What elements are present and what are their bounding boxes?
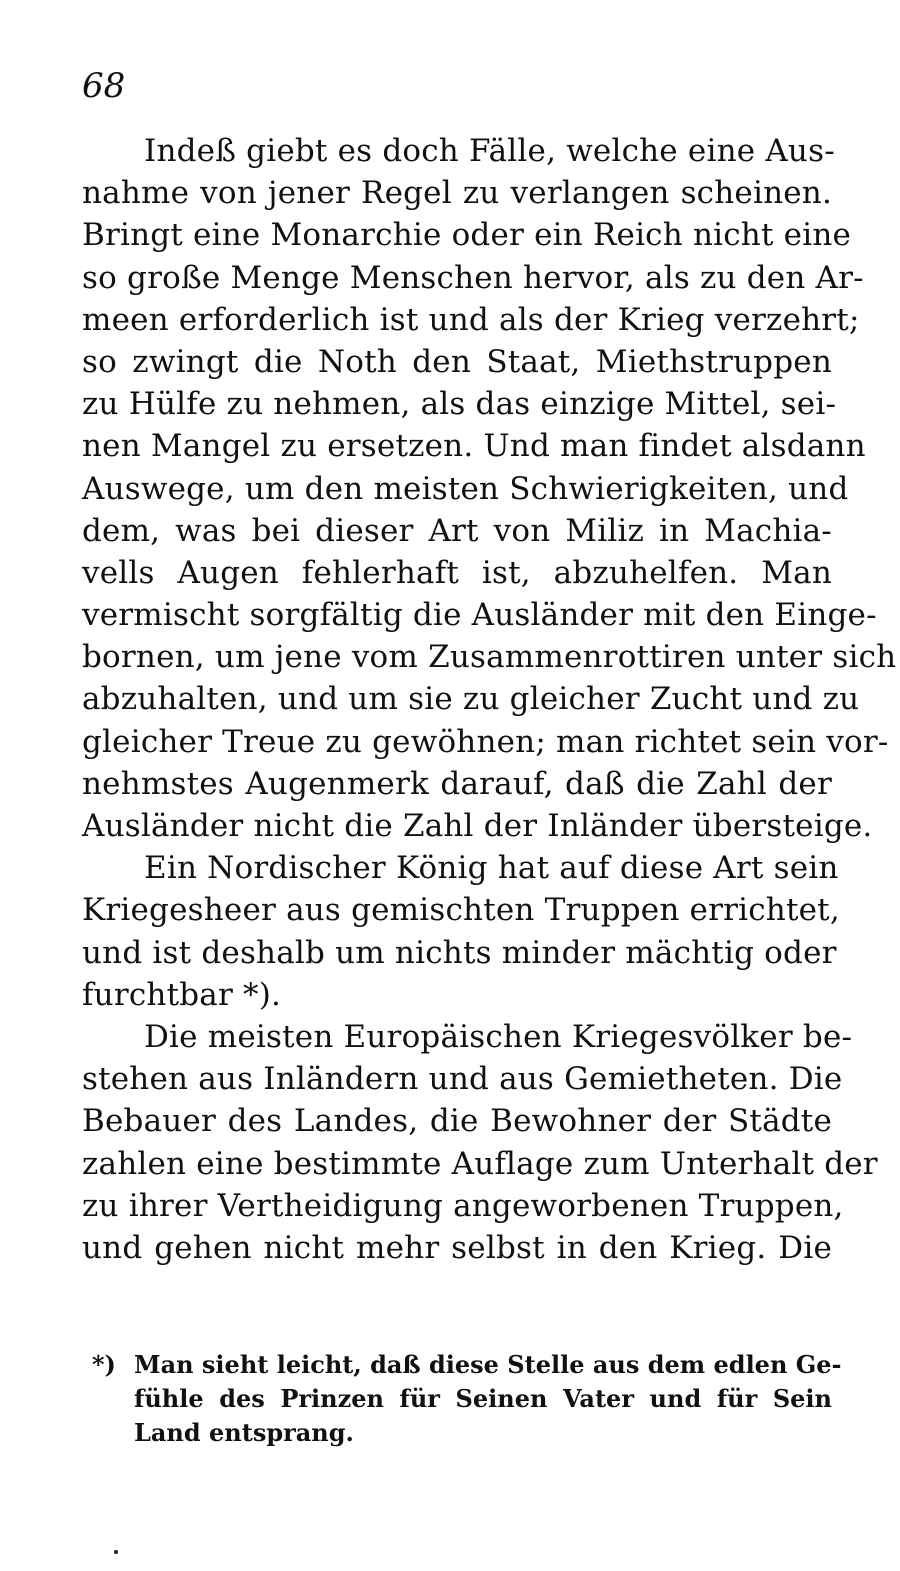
paragraph-1-line-15: gleicher Treue zu gewöhnen; man richtet sein vor- <box>82 723 889 760</box>
paragraph-2-line-4: furchtbar *). <box>82 976 282 1013</box>
footnote-line-3: Land entsprang. <box>134 1418 354 1447</box>
body-text <box>82 130 897 1269</box>
paragraph-1-line-12: vermischt sorgfältig die Ausländer mit den Einge- <box>82 597 877 634</box>
paragraph-3-line-4: zahlen eine bestimmte Auflage zum Unterhalt der <box>82 1145 878 1182</box>
paragraph-1-line-9: Auswege, um den meisten Schwierigkeiten, und <box>82 470 849 507</box>
page-number: 68 <box>82 66 126 106</box>
paragraph-1-line-10: dem, was bei dieser Art von Miliz in Machia- <box>82 512 832 549</box>
footnote-line-1 <box>92 1348 842 1382</box>
footnote-line-1-text: Man sieht leicht, daß diese Stelle aus dem edlen Ge- <box>134 1350 842 1379</box>
footnote-marker: *) <box>92 1350 116 1379</box>
paragraph-2-line-2: Kriegesheer aus gemischten Truppen errichtet, <box>82 892 840 929</box>
stray-ink-dot <box>114 1550 118 1554</box>
paragraph-3-line-6: und gehen nicht mehr selbst in den Krieg. Die <box>82 1229 832 1266</box>
paragraph-1-line-16: nehmstes Augenmerk darauf, daß die Zahl der <box>82 765 832 802</box>
paragraph-2-line-3: und ist deshalb um nichts minder mächtig oder <box>82 934 837 971</box>
paragraph-3-line-5: zu ihrer Vertheidigung angeworbenen Truppen, <box>82 1187 844 1224</box>
paragraph-1-line-4: so große Menge Menschen hervor, als zu den Ar- <box>82 259 864 296</box>
paragraph-3-line-1: Die meisten Europäischen Kriegesvölker be- <box>144 1018 853 1055</box>
paragraph-1-line-14: abzuhalten, und um sie zu gleicher Zucht und zu <box>82 681 860 718</box>
footnote <box>92 1348 842 1450</box>
paragraph-3-line-2: stehen aus Inländern und aus Gemietheten. Die <box>82 1061 843 1098</box>
paragraph-1-line-11: vells Augen fehlerhaft ist, abzuhelfen. Man <box>82 554 832 591</box>
paragraph-1-line-8: nen Mangel zu ersetzen. Und man findet alsdann <box>82 428 866 465</box>
paragraph-1-line-17: Ausländer nicht die Zahl der Inländer übersteige. <box>82 808 873 844</box>
paragraph-3-line-3: Bebauer des Landes, die Bewohner der Städte <box>82 1103 832 1140</box>
paragraph-1-line-7: zu Hülfe zu nehmen, als das einzige Mittel, sei- <box>82 386 837 423</box>
footnote-line-2: fühle des Prinzen für Seinen Vater und für Sein <box>134 1384 832 1413</box>
paragraph-1-line-5: meen erforderlich ist und als der Krieg verzehrt; <box>82 301 860 338</box>
paragraph-1-line-2: nahme von jener Regel zu verlangen scheinen. <box>82 175 832 212</box>
paragraph-1-line-13: bornen, um jene vom Zusammenrottiren unter sich <box>82 639 897 676</box>
paragraph-2-line-1: Ein Nordischer König hat auf diese Art sein <box>144 850 839 887</box>
paragraph-1-line-1: Indeß giebt es doch Fälle, welche eine Aus- <box>144 133 835 169</box>
paragraph-1-line-3: Bringt eine Monarchie oder ein Reich nicht eine <box>82 217 852 254</box>
paragraph-1-line-6: so zwingt die Noth den Staat, Miethstruppen <box>82 343 832 380</box>
